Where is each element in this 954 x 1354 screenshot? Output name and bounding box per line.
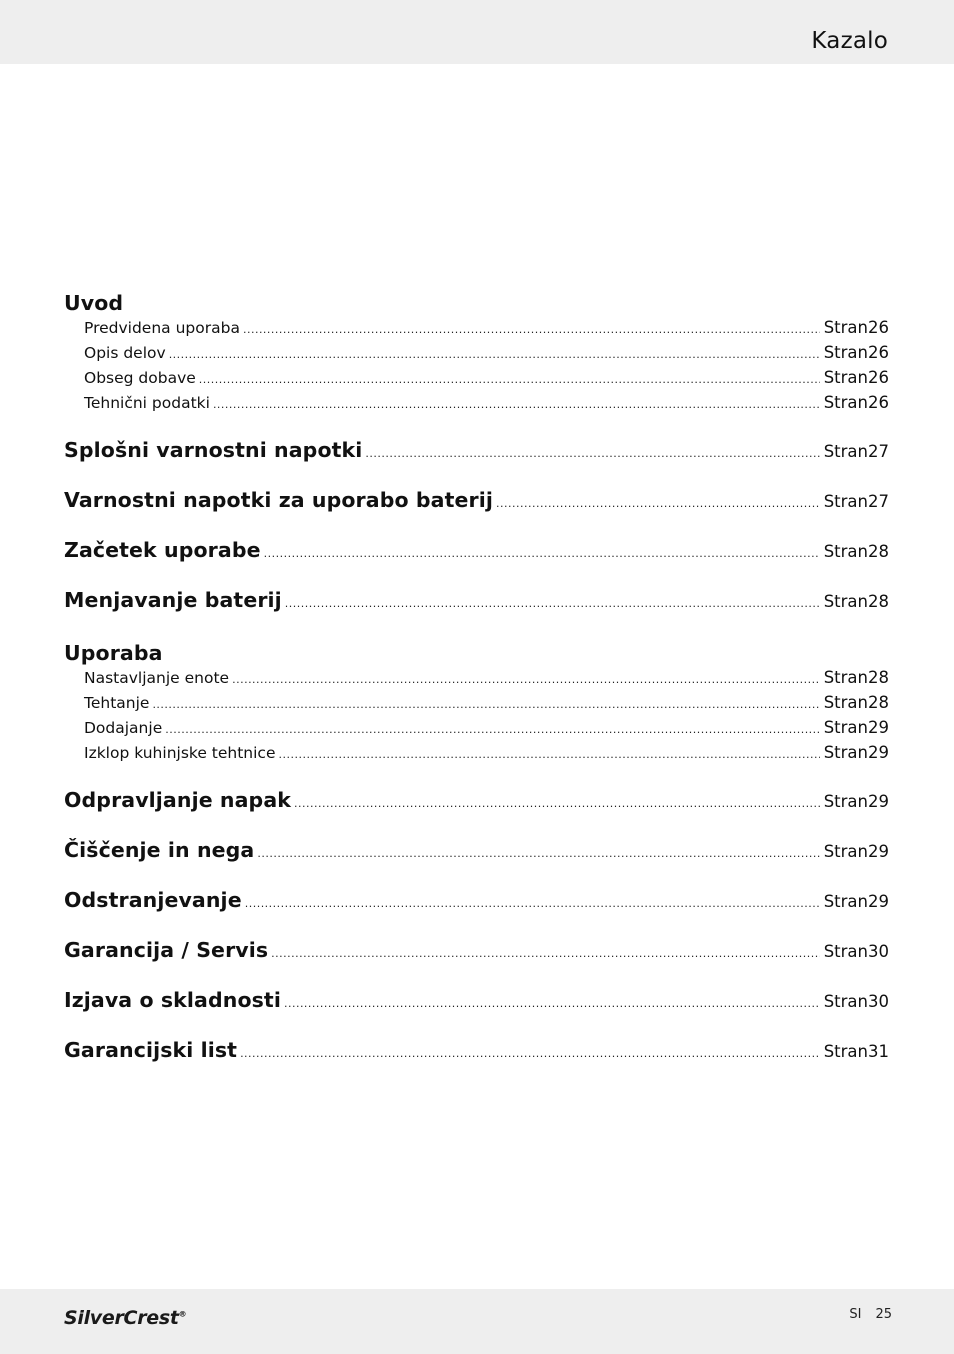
toc-stran: Stran [823, 542, 868, 561]
toc-page-number: 30 [868, 992, 889, 1011]
toc-stran: Stran [823, 343, 868, 362]
toc-item[interactable] [84, 368, 889, 393]
toc-page-number: 26 [868, 393, 889, 412]
toc-uvod-list [64, 318, 889, 418]
toc-leader [285, 597, 820, 610]
toc-entry-odpravljanje[interactable] [64, 788, 889, 838]
toc-entry-garancija[interactable] [64, 938, 889, 988]
toc-page-number: 28 [868, 592, 889, 611]
toc-item-label: Predvidena uporaba [84, 319, 240, 337]
toc-item[interactable] [84, 318, 889, 343]
toc-page-number: 28 [868, 668, 889, 687]
toc-leader [213, 398, 820, 411]
toc-stran: Stran [823, 792, 868, 811]
toc-entry-label: Začetek uporabe [64, 538, 261, 562]
toc-stran: Stran [823, 592, 868, 611]
language-code: SI [849, 1307, 862, 1322]
toc-entry-garancijski-list[interactable] [64, 1038, 889, 1088]
toc-leader [152, 698, 819, 711]
toc-leader [169, 348, 820, 361]
toc-item[interactable] [84, 393, 889, 418]
page-title: Kazalo [811, 28, 888, 54]
toc-entry-label: Garancijski list [64, 1038, 238, 1062]
toc-section-uporaba[interactable]: Uporaba [64, 641, 163, 665]
toc-stran: Stran [823, 668, 868, 687]
toc-leader [496, 497, 820, 510]
toc-item[interactable] [84, 718, 889, 743]
toc-entry-baterij-napotki[interactable] [64, 488, 889, 538]
toc-page-number: 26 [868, 343, 889, 362]
toc-entry-odstranjevanje[interactable] [64, 888, 889, 938]
toc-item[interactable] [84, 693, 889, 718]
toc-entry-label: Splošni varnostni napotki [64, 438, 363, 462]
toc-entry-splosni[interactable] [64, 438, 889, 488]
toc-page-number: 29 [868, 842, 889, 861]
toc-leader [232, 673, 820, 686]
toc-entry-label: Odpravljanje napak [64, 788, 291, 812]
toc-item-label: Tehnični podatki [84, 394, 210, 412]
toc-stran: Stran [823, 718, 868, 737]
toc-item[interactable] [84, 743, 889, 768]
toc-page-number: 29 [868, 792, 889, 811]
toc-leader [365, 447, 819, 460]
toc-entry-label: Odstranjevanje [64, 888, 242, 912]
toc-page-number: 27 [868, 442, 889, 461]
toc-leader [243, 323, 820, 336]
toc-entry-menjavanje[interactable] [64, 588, 889, 638]
toc-leader [165, 723, 819, 736]
toc-entry-izjava[interactable] [64, 988, 889, 1038]
toc-leader [279, 748, 820, 761]
toc-leader [245, 897, 820, 910]
toc-stran: Stran [823, 693, 868, 712]
toc-page-number: 29 [868, 718, 889, 737]
toc-stran: Stran [823, 992, 868, 1011]
brand-logo-text: SilverCrest [64, 1307, 179, 1329]
toc-entry-label: Garancija / Servis [64, 938, 269, 962]
brand-logo [64, 1307, 186, 1329]
toc-item-label: Tehtanje [84, 694, 150, 712]
toc-leader [264, 547, 820, 560]
toc-stran: Stran [823, 743, 868, 762]
toc-section-uvod[interactable]: Uvod [64, 291, 124, 315]
toc-stran: Stran [823, 442, 868, 461]
toc-item-label: Obseg dobave [84, 369, 196, 387]
toc-item[interactable] [84, 343, 889, 368]
toc-item-label: Izklop kuhinjske tehtnice [84, 744, 276, 762]
toc-entry-label: Čiščenje in nega [64, 838, 255, 862]
toc-item-label: Dodajanje [84, 719, 163, 737]
toc-page-number: 31 [868, 1042, 889, 1061]
toc-entry-zacetek[interactable] [64, 538, 889, 588]
toc-page-number: 26 [868, 368, 889, 387]
toc-item-label: Opis delov [84, 344, 166, 362]
toc-leader [240, 1047, 820, 1060]
toc-page-number: 28 [868, 693, 889, 712]
toc-item[interactable] [84, 668, 889, 693]
toc-leader [271, 947, 820, 960]
toc-uporaba-list [64, 668, 889, 768]
toc-entry-label: Izjava o skladnosti [64, 988, 281, 1012]
toc-stran: Stran [823, 492, 868, 511]
page-info [835, 1307, 892, 1322]
toc-entry-ciscenje[interactable] [64, 838, 889, 888]
toc-stran: Stran [823, 368, 868, 387]
toc-entry-label: Varnostni napotki za uporabo baterij [64, 488, 493, 512]
toc-stran: Stran [823, 842, 868, 861]
toc-page-number: 29 [868, 743, 889, 762]
table-of-contents [64, 288, 889, 1088]
toc-entry-label: Menjavanje baterij [64, 588, 282, 612]
toc-page-number: 26 [868, 318, 889, 337]
page-number: 25 [875, 1307, 892, 1322]
toc-stran: Stran [823, 892, 868, 911]
toc-leader [257, 847, 819, 860]
toc-stran: Stran [823, 393, 868, 412]
toc-leader [284, 997, 820, 1010]
toc-item-label: Nastavljanje enote [84, 669, 230, 687]
toc-leader [199, 373, 820, 386]
toc-page-number: 30 [868, 942, 889, 961]
toc-stran: Stran [823, 1042, 868, 1061]
toc-stran: Stran [823, 318, 868, 337]
toc-page-number: 27 [868, 492, 889, 511]
toc-stran: Stran [823, 942, 868, 961]
toc-page-number: 29 [868, 892, 889, 911]
registered-mark: ® [178, 1309, 187, 1319]
toc-page-number: 28 [868, 542, 889, 561]
toc-leader [294, 797, 820, 810]
